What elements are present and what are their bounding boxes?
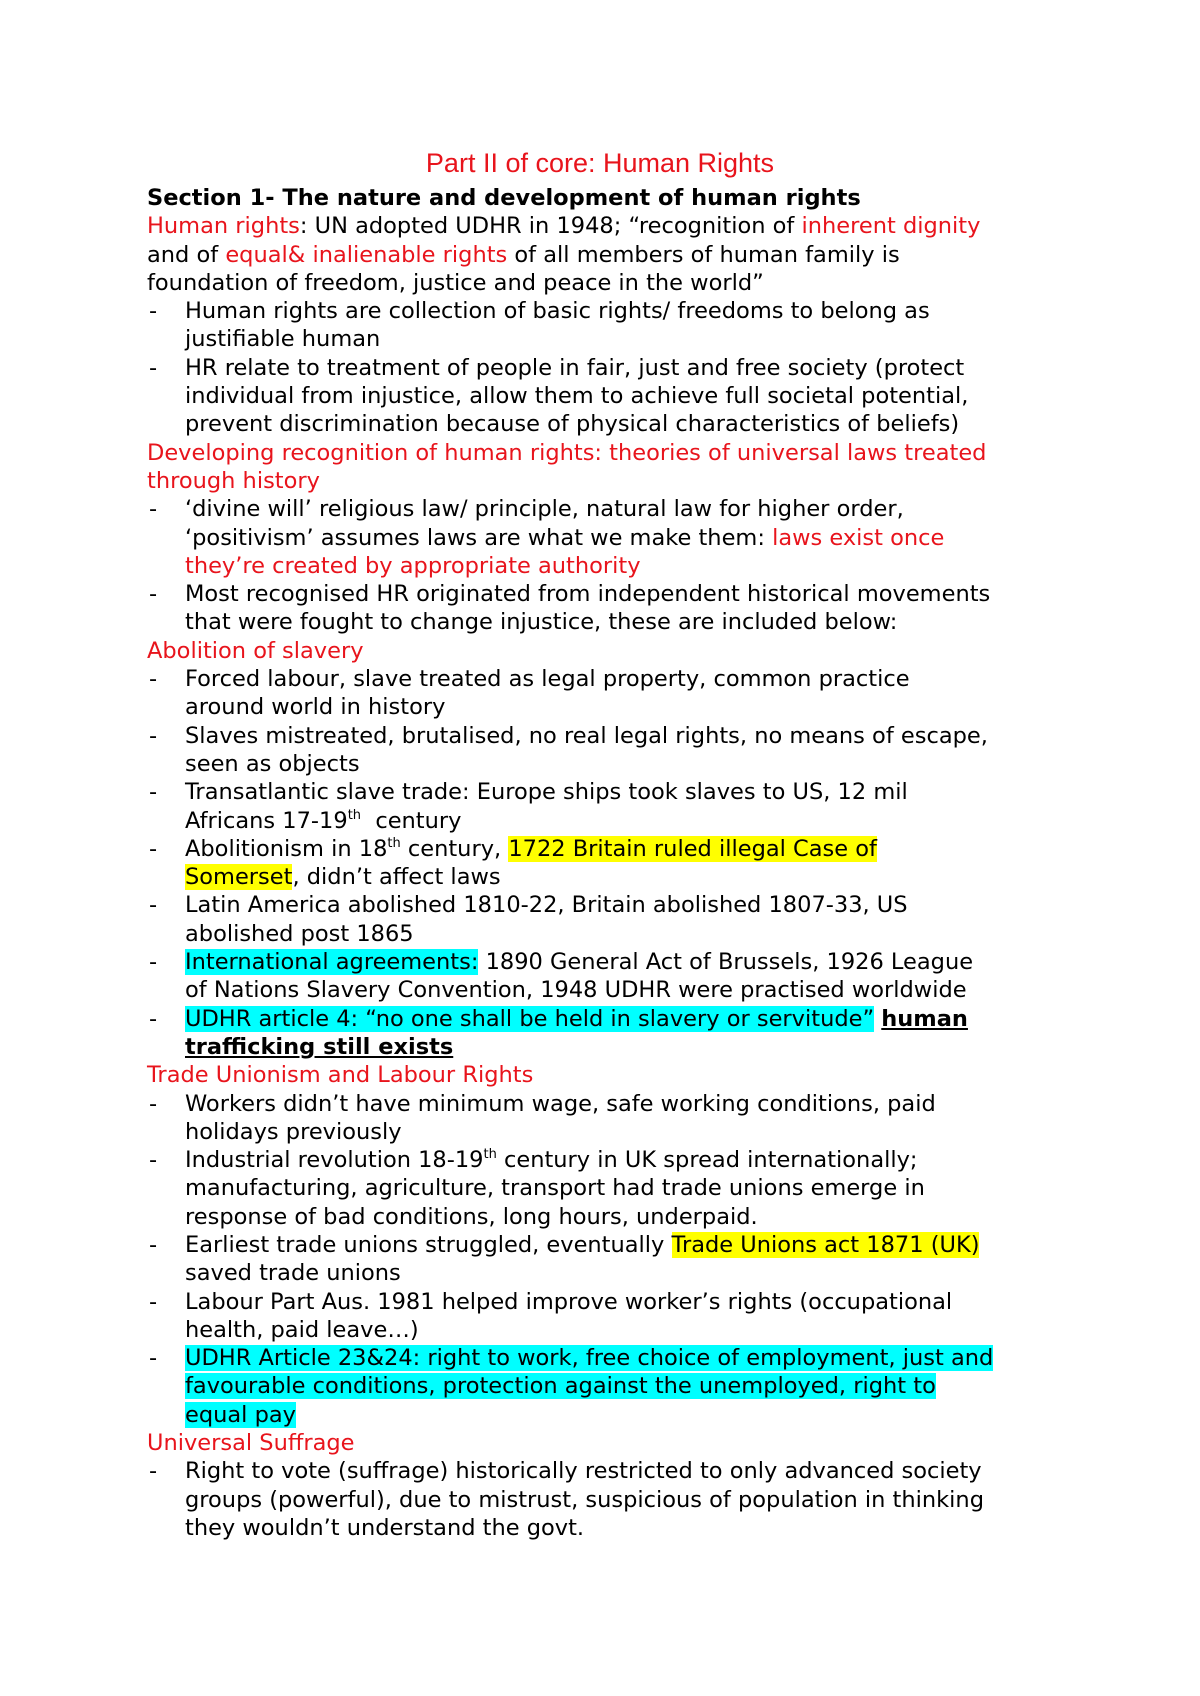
list-item: - HR relate to treatment of people in fair, just and free society (protect individual from injustice, allow them to achieve full societal potential, prevent discrimination because of physical characteristics of beliefs) bbox=[149, 354, 969, 438]
bullet-dash: - bbox=[149, 1147, 158, 1174]
bullet-dash: - bbox=[149, 892, 158, 919]
list-item: - Transatlantic slave trade: Europe ships took slaves to US, 12 mil Africans 17-19th century bbox=[149, 779, 908, 834]
term-inherent-dignity: inherent dignity bbox=[801, 213, 981, 240]
bullet-dash: - bbox=[149, 722, 158, 749]
bullet-dash: - bbox=[149, 1005, 158, 1032]
list-item: - Earliest trade unions struggled, eventually Trade Unions act 1871 (UK) saved trade unions bbox=[149, 1231, 980, 1287]
list-item: - Right to vote (suffrage) historically restricted to only advanced society groups (powerful), due to mistrust, suspicious of population in thinking they wouldn’t understand the govt. bbox=[149, 1458, 984, 1541]
term-human-rights: Human rights bbox=[147, 213, 300, 240]
subheading-slavery: Abolition of slavery bbox=[147, 637, 364, 664]
list-item: - Workers didn’t have minimum wage, safe working conditions, paid holidays previously bbox=[149, 1090, 936, 1145]
list-item: - International agreements: 1890 General Act of Brussels, 1926 League of Nations Slavery Convention, 1948 UDHR were practised worldwide bbox=[149, 949, 974, 1004]
highlight-cyan: UDHR article 4: “no one shall be held in slavery or servitude” bbox=[185, 1005, 875, 1032]
bullet-dash: - bbox=[149, 1090, 158, 1117]
bullet-dash: - bbox=[149, 1458, 158, 1485]
bullet-dash: - bbox=[149, 835, 158, 862]
highlight-cyan: UDHR Article 23&24: right to work, free choice of employment, just and bbox=[185, 1345, 994, 1372]
term-equal-rights: equal& inalienable rights bbox=[225, 241, 508, 268]
intro-line-2: and of equal& inalienable rights of all members of human family is bbox=[147, 241, 900, 268]
list-item: - Forced labour, slave treated as legal property, common practice around world in history bbox=[149, 666, 910, 721]
bullet-dash: - bbox=[149, 298, 158, 325]
bullet-dash: - bbox=[149, 354, 158, 381]
list-item: - Slaves mistreated, brutalised, no real legal rights, no means of escape, seen as objects bbox=[149, 722, 988, 777]
highlight-cyan: equal pay bbox=[185, 1401, 296, 1428]
subheading-trade-unionism: Trade Unionism and Labour Rights bbox=[147, 1062, 534, 1089]
list-item: - Human rights are collection of basic rights/ freedoms to belong as justifiable human bbox=[149, 298, 930, 353]
list-item: - Latin America abolished 1810-22, Britain abolished 1807-33, US abolished post 1865 bbox=[149, 892, 908, 947]
section-heading: Section 1- The nature and development of human rights bbox=[147, 185, 861, 211]
bullet-dash: - bbox=[149, 1288, 158, 1315]
list-item bbox=[147, 1344, 1077, 1429]
list-item: - UDHR article 4: “no one shall be held in slavery or servitude” human trafficking still exists bbox=[149, 1005, 968, 1060]
bullet-dash: - bbox=[149, 779, 158, 806]
bullet-dash: - bbox=[149, 496, 158, 523]
bullet-dash: - bbox=[149, 666, 158, 693]
highlight-cyan: International agreements: bbox=[185, 949, 479, 976]
subheading-suffrage: Universal Suffrage bbox=[147, 1430, 355, 1457]
bullet-dash: - bbox=[149, 1345, 158, 1372]
list-item: - ‘divine will’ religious law/ principle, natural law for higher order, ‘positivism’ assumes laws are what we make them: laws exist once they’re created by appropriate authority bbox=[149, 496, 945, 579]
intro-line-3: foundation of freedom, justice and peace in the world” bbox=[147, 269, 764, 296]
list-item: - Abolitionism in 18th century, 1722 Britain ruled illegal Case of Somerset, didn’t affect laws bbox=[149, 835, 877, 891]
list-item: - Industrial revolution 18-19th century in UK spread internationally; manufacturing, agriculture, transport had trade unions emerge in response of bad conditions, long hours, underpaid. bbox=[149, 1147, 925, 1230]
intro-line-1: Human rights: UN adopted UDHR in 1948; “recognition of inherent dignity bbox=[147, 213, 981, 240]
list-item: - Most recognised HR originated from independent historical movements that were fought to change injustice, these are included below: bbox=[149, 581, 991, 636]
subheading-developing: Developing recognition of human rights: theories of universal laws treated bbox=[147, 439, 987, 466]
highlight-yellow: Somerset bbox=[185, 864, 293, 891]
document-body bbox=[147, 184, 1077, 1542]
highlight-yellow: Trade Unions act 1871 (UK) bbox=[671, 1231, 980, 1258]
highlight-yellow: 1722 Britain ruled illegal Case of bbox=[508, 835, 877, 862]
bullet-dash: - bbox=[149, 581, 158, 608]
bullet-dash: - bbox=[149, 949, 158, 976]
subheading-developing-cont: through history bbox=[147, 467, 320, 494]
page-title: Part II of core: Human Rights bbox=[425, 148, 775, 178]
highlight-cyan: favourable conditions, protection against the unemployed, right to bbox=[185, 1373, 936, 1400]
bullet-dash: - bbox=[149, 1231, 158, 1258]
list-item: - Labour Part Aus. 1981 helped improve worker’s rights (occupational health, paid leave…) bbox=[149, 1288, 953, 1343]
